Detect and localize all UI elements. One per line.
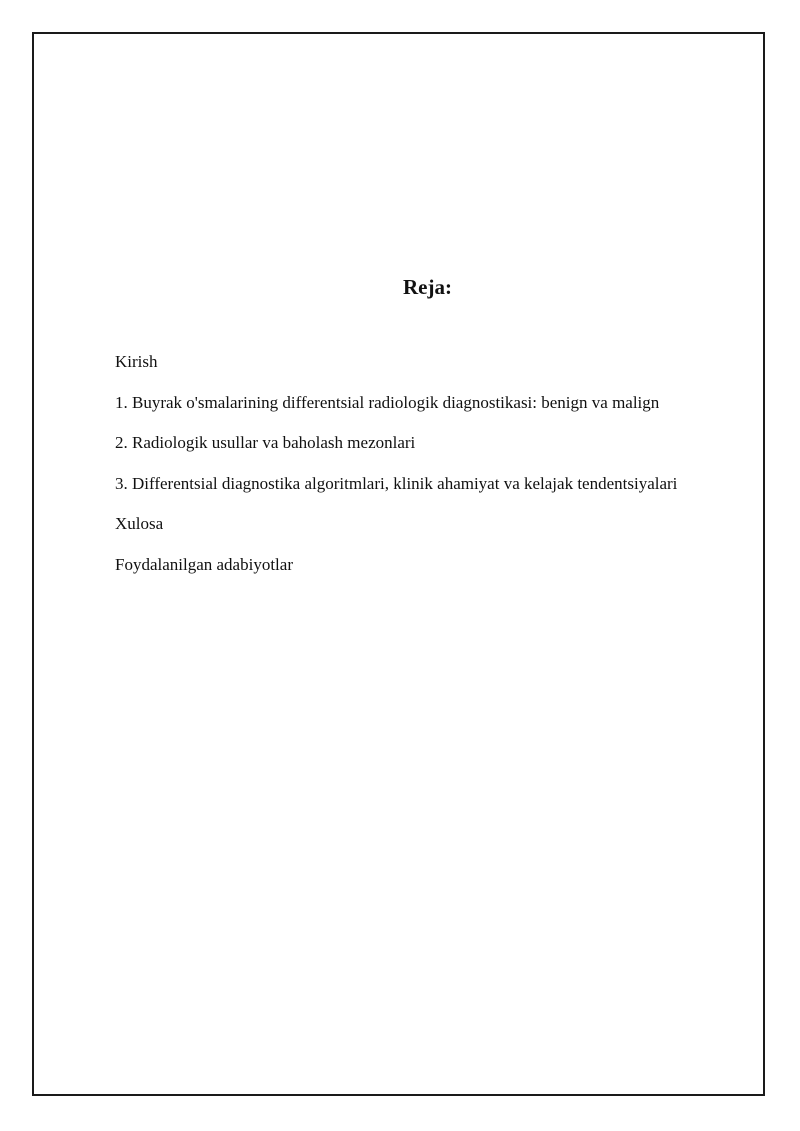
toc-item-introduction: Kirish xyxy=(115,352,158,371)
toc-item-conclusion: Xulosa xyxy=(115,514,164,534)
table-of-contents xyxy=(115,350,677,594)
toc-item-references: Foydalanilgan adabiyotlar xyxy=(115,554,293,574)
toc-item-chapter-1: 1. Buyrak o'smalarining differentsial radiologik diagnostikasi: benign va malign xyxy=(115,392,660,412)
toc-item-chapter-2: 2. Radiologik usullar va baholash mezonlari xyxy=(115,433,416,453)
plan-title: Reja: xyxy=(403,275,452,299)
toc-item-chapter-3: 3. Differentsial diagnostika algoritmlari, klinik ahamiyat va kelajak tendentsiyalari xyxy=(115,473,678,493)
